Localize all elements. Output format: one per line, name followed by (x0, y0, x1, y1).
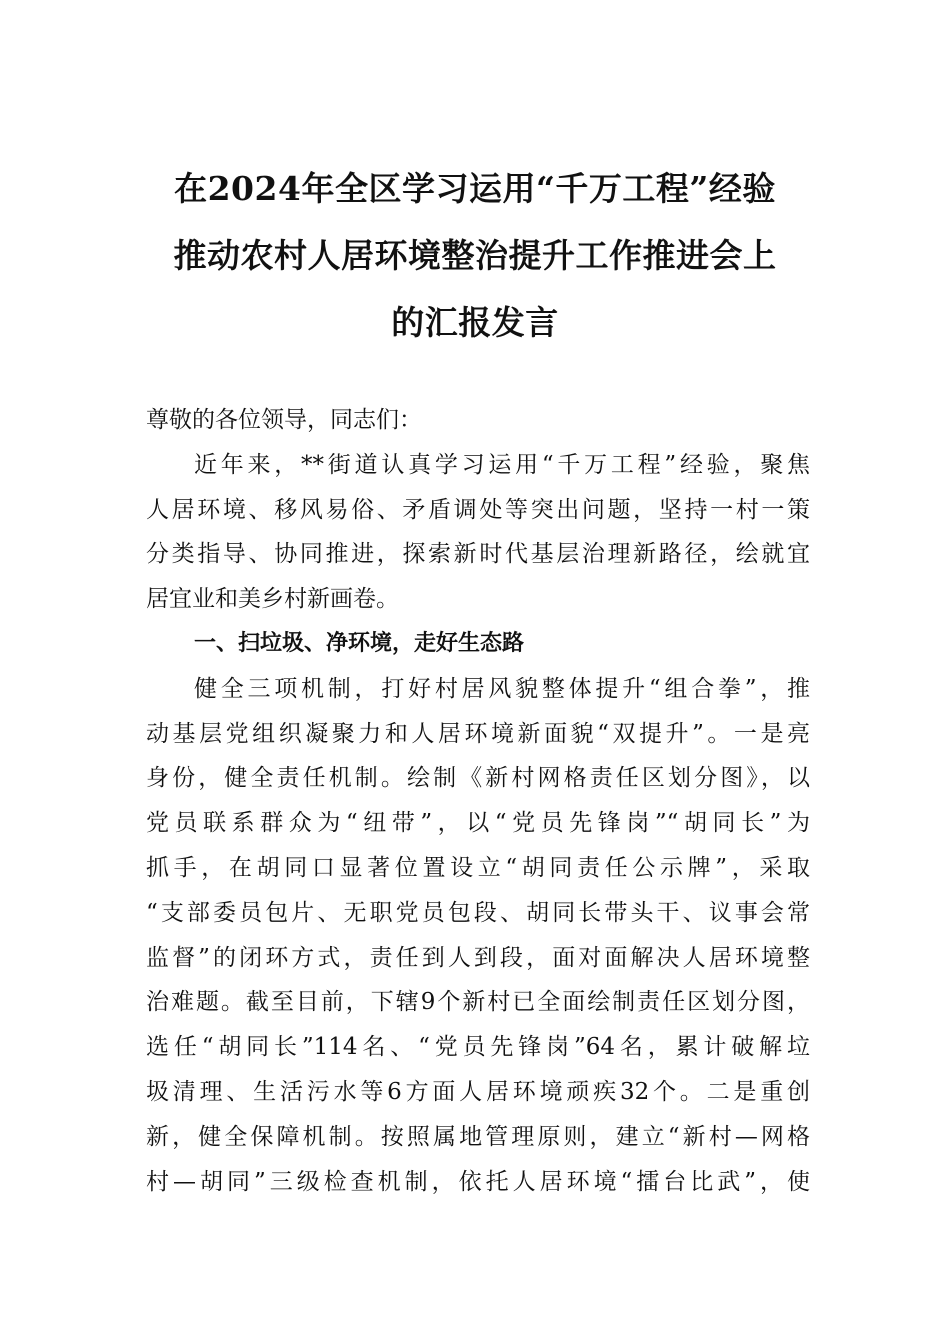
intro-paragraph (146, 443, 810, 622)
paragraph-line: 新，健全保障机制。按照属地管理原则，建立“新村—网格 (146, 1123, 810, 1150)
paragraph-line: 动基层党组织凝聚力和人居环境新面貌“双提升”。一是亮 (146, 720, 810, 747)
paragraph-line: 监督”的闭环方式，责任到人到段，面对面解决人居环境整 (146, 944, 810, 971)
title-line-1: 在2024年全区学习运用“千万工程”经验 (174, 169, 776, 208)
paragraph-line: 分类指导、协同推进，探索新时代基层治理新路径，绘就宜 (146, 541, 810, 568)
salutation: 尊敬的各位领导，同志们： (146, 407, 422, 433)
section-heading: 一、扫垃圾、净环境，走好生态路 (194, 630, 525, 656)
paragraph-line: 身份，健全责任机制。绘制《新村网格责任区划分图》，以 (146, 765, 810, 792)
paragraph-line: 近年来，**街道认真学习运用“千万工程”经验，聚焦 (194, 451, 810, 478)
paragraph-line: “支部委员包片、无职党员包段、胡同长带头干、议事会常 (146, 899, 810, 926)
paragraph-line: 党员联系群众为“纽带”，以“党员先锋岗”“胡同长”为 (146, 810, 810, 837)
paragraph-line: 圾清理、生活污水等6方面人居环境顽疾32个。二是重创 (146, 1078, 810, 1105)
paragraph-line: 抓手，在胡同口显著位置设立“胡同责任公示牌”，采取 (146, 854, 810, 881)
paragraph-line: 健全三项机制，打好村居风貌整体提升“组合拳”，推 (194, 675, 810, 702)
paragraph-line: 人居环境、移风易俗、矛盾调处等突出问题，坚持一村一策 (146, 496, 810, 523)
document-title (120, 155, 830, 356)
paragraph-line: 村—胡同”三级检查机制，依托人居环境“擂台比武”，使 (146, 1168, 810, 1195)
title-line-2: 推动农村人居环境整治提升工作推进会上 (173, 236, 777, 275)
paragraph-line: 治难题。截至目前，下辖9个新村已全面绘制责任区划分图， (146, 989, 810, 1016)
document-body (146, 398, 810, 1204)
paragraph-line: 选任“胡同长”114名、“党员先锋岗”64名，累计破解垃 (146, 1034, 810, 1061)
title-line-3: 的汇报发言 (391, 303, 559, 342)
section1-paragraph (146, 667, 810, 1205)
paragraph-line: 居宜业和美乡村新画卷。 (146, 586, 399, 613)
